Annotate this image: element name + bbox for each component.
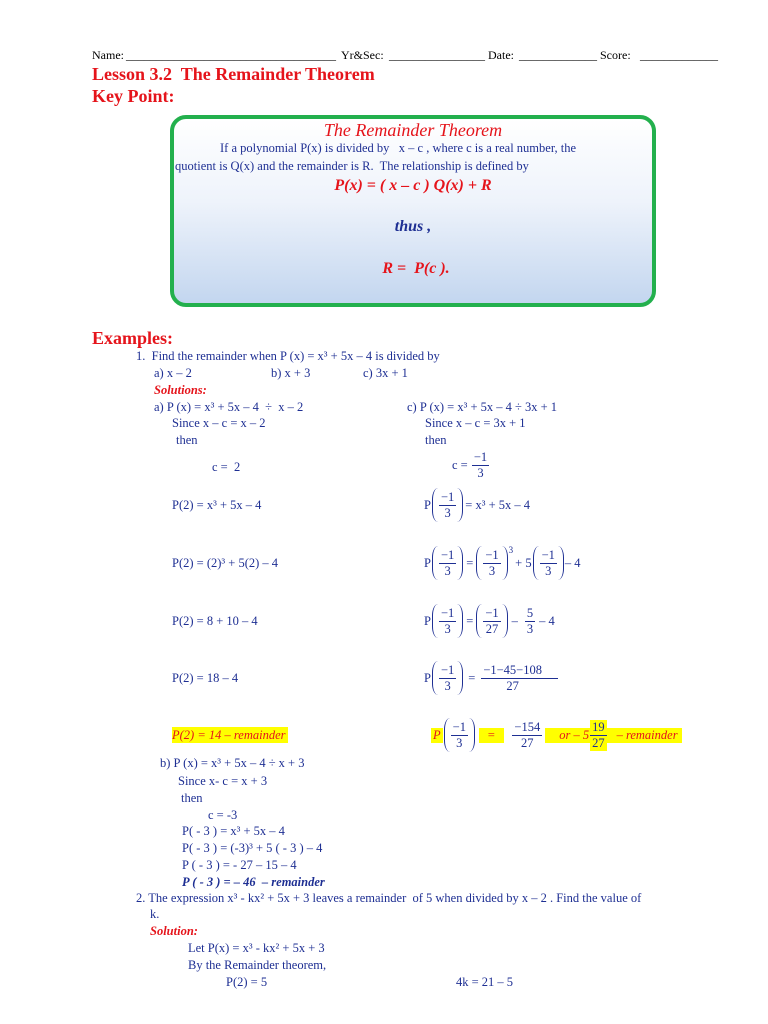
part-a-answer: P(2) = 14 – remainder xyxy=(172,728,286,742)
paren-fraction xyxy=(533,546,564,580)
yrsec-blank: ________________ xyxy=(389,48,485,62)
part-b-step: P( - 3 ) = x³ + 5x – 4 xyxy=(182,824,285,838)
fraction xyxy=(512,720,542,751)
part-a-step: P(2) = 8 + 10 – 4 xyxy=(172,614,258,628)
part-a-since: Since x – c = x – 2 xyxy=(172,416,266,430)
fraction xyxy=(483,606,500,637)
equals-sign: = xyxy=(466,555,474,570)
example-2-k-line: 4k = 21 – 5 xyxy=(456,975,514,989)
theorem-result: R = P(c ). xyxy=(382,260,450,277)
right-paren xyxy=(502,604,508,638)
right-paren xyxy=(457,488,463,522)
fraction xyxy=(439,490,456,521)
fraction-numerator: 5 xyxy=(526,605,534,620)
part-b-since: Since x- c = x + 3 xyxy=(178,774,268,788)
part-b-step: P( - 3 ) = (-3)³ + 5 ( - 3 ) – 4 xyxy=(182,841,323,855)
yrsec-label: Yr&Sec: xyxy=(341,48,384,62)
part-b-setup: b) P (x) = x³ + 5x – 4 ÷ x + 3 xyxy=(160,756,305,770)
p-symbol: P xyxy=(433,727,441,742)
fraction-numerator: −1−45−108 xyxy=(481,663,558,679)
fraction-numerator: 19 xyxy=(592,719,605,734)
left-paren xyxy=(533,546,539,580)
paren-fraction xyxy=(432,546,463,580)
example-1-prompt: 1. Find the remainder when P (x) = x³ + 5x – 4 is divided by xyxy=(136,349,440,363)
date-blank: _____________ xyxy=(519,48,597,62)
fraction xyxy=(481,663,558,694)
fraction-numerator: −1 xyxy=(440,489,455,504)
c-fraction xyxy=(472,450,489,481)
name-blank: ___________________________________ xyxy=(126,48,336,62)
fraction-denominator: 27 xyxy=(485,621,499,636)
fraction-denominator: 3 xyxy=(545,563,552,578)
theorem-line-2: quotient is Q(x) and the remainder is R. The relationship is defined by xyxy=(175,159,529,173)
left-paren xyxy=(476,546,482,580)
fraction-numerator: −1 xyxy=(440,662,455,677)
part-c-since: Since x – c = 3x + 1 xyxy=(425,416,526,430)
mixed-fraction xyxy=(590,720,607,751)
paren-fraction xyxy=(476,546,507,580)
paren-fraction xyxy=(432,604,463,638)
right-paren xyxy=(457,546,463,580)
example-2-by-theorem: By the Remainder theorem, xyxy=(188,958,327,972)
examples-label: Examples: xyxy=(92,328,173,348)
choice-c: c) 3x + 1 xyxy=(363,366,408,380)
fraction-denominator: 3 xyxy=(444,505,451,520)
part-c-step-2 xyxy=(424,543,581,583)
part-c-setup: c) P (x) = x³ + 5x – 4 ÷ 3x + 1 xyxy=(407,400,558,414)
part-c-step-1 xyxy=(424,485,530,525)
solutions-label: Solutions: xyxy=(154,383,207,397)
paren-fraction xyxy=(432,661,463,695)
fraction-numerator: −1 xyxy=(485,547,499,562)
fraction-denominator: 27 xyxy=(506,678,519,693)
fraction-denominator: 3 xyxy=(444,621,451,636)
part-b-c-value: c = -3 xyxy=(208,808,238,822)
p-symbol: P xyxy=(424,497,431,512)
part-c-step-3 xyxy=(424,601,555,641)
fraction xyxy=(439,548,456,579)
fraction xyxy=(451,720,468,751)
fraction xyxy=(540,548,557,579)
p-symbol: P xyxy=(424,670,431,685)
right-paren xyxy=(558,546,564,580)
example-2-p2: P(2) = 5 xyxy=(226,975,268,989)
name-label: Name: xyxy=(92,48,124,62)
equals-sign: = xyxy=(479,728,504,743)
fraction xyxy=(439,606,456,637)
solution-label: Solution: xyxy=(150,924,198,938)
part-c-c-value xyxy=(452,447,490,483)
fraction-numerator: −1 xyxy=(452,719,466,734)
tail-term: – 4 xyxy=(564,555,581,570)
theorem-title: The Remainder Theorem xyxy=(323,120,503,140)
part-b-step: P ( - 3 ) = - 27 – 15 – 4 xyxy=(182,858,297,872)
fraction-denominator: 27 xyxy=(521,735,534,750)
tail-term: – 4 xyxy=(539,613,555,628)
fraction-denominator: 3 xyxy=(477,465,484,480)
part-a-c-value: c = 2 xyxy=(212,460,241,474)
paren-fraction xyxy=(476,604,507,638)
choice-a: a) x – 2 xyxy=(154,366,192,380)
left-paren xyxy=(432,661,438,695)
fraction-denominator: 27 xyxy=(592,735,605,750)
part-b-then: then xyxy=(181,791,203,805)
remainder-label: – remainder xyxy=(607,728,682,743)
part-a-step: P(2) = 18 – 4 xyxy=(172,671,239,685)
fraction-denominator: 3 xyxy=(444,678,451,693)
date-label: Date: xyxy=(488,48,514,62)
fraction-numerator: −154 xyxy=(514,719,541,734)
fraction-denominator: 3 xyxy=(526,621,534,636)
fraction-denominator: 3 xyxy=(488,563,496,578)
c-label: c = xyxy=(452,457,471,472)
fraction-numerator: −1 xyxy=(485,605,499,620)
p-symbol: P xyxy=(424,555,431,570)
right-paren xyxy=(469,718,475,752)
fraction-numerator: −1 xyxy=(473,449,488,464)
plus-term: + 5 xyxy=(515,555,532,570)
part-c-then: then xyxy=(425,433,447,447)
fraction-numerator: −1 xyxy=(440,547,455,562)
fraction-denominator: 3 xyxy=(456,735,463,750)
part-c-step-4 xyxy=(424,658,559,698)
left-paren xyxy=(444,718,450,752)
fraction xyxy=(439,663,456,694)
fraction-denominator: 3 xyxy=(444,563,451,578)
fraction-numerator: −1 xyxy=(440,605,455,620)
minus-sign: – xyxy=(511,613,518,628)
theorem-line-1: If a polynomial P(x) is divided by x – c , where c is a real number, the xyxy=(220,141,576,155)
right-paren xyxy=(457,604,463,638)
theorem-thus: thus , xyxy=(394,218,432,235)
part-a-then: then xyxy=(176,433,198,447)
right-paren xyxy=(457,661,463,695)
left-paren xyxy=(432,546,438,580)
example-2-let: Let P(x) = x³ - kx² + 5x + 3 xyxy=(188,941,325,955)
fraction-numerator: −1 xyxy=(541,547,555,562)
equals-sign: = xyxy=(468,670,476,685)
part-c-answer xyxy=(431,715,682,755)
step-rhs: = x³ + 5x – 4 xyxy=(465,497,530,512)
part-a-step: P(2) = x³ + 5x – 4 xyxy=(172,498,262,512)
example-2-prompt: 2. The expression x³ - kx² + 5x + 3 leaves a remainder of 5 when divided by x – 2 . Find the value of xyxy=(136,891,642,905)
paren-fraction xyxy=(444,718,475,752)
fraction xyxy=(483,548,500,579)
p-symbol: P xyxy=(424,613,431,628)
choice-b: b) x + 3 xyxy=(271,366,311,380)
lesson-title: Lesson 3.2 The Remainder Theorem xyxy=(92,64,375,84)
score-label: Score: xyxy=(600,48,634,62)
left-paren xyxy=(432,488,438,522)
theorem-formula: P(x) = ( x – c ) Q(x) + R xyxy=(334,177,492,194)
example-2-prompt-cont: k. xyxy=(150,907,160,921)
part-a-step: P(2) = (2)³ + 5(2) – 4 xyxy=(172,556,279,570)
exponent: 3 xyxy=(508,545,514,555)
paren-fraction xyxy=(432,488,463,522)
fraction xyxy=(525,606,535,637)
left-paren xyxy=(476,604,482,638)
or-mixed-whole: or – 5 xyxy=(545,728,590,743)
equals-sign: = xyxy=(466,613,474,628)
left-paren xyxy=(432,604,438,638)
part-a-setup: a) P (x) = x³ + 5x – 4 ÷ x – 2 xyxy=(154,400,304,414)
part-b-answer: P ( - 3 ) = – 46 – remainder xyxy=(182,875,325,889)
right-paren xyxy=(502,546,508,580)
score-blank: _____________ xyxy=(640,48,718,62)
key-point-label: Key Point: xyxy=(92,86,175,106)
